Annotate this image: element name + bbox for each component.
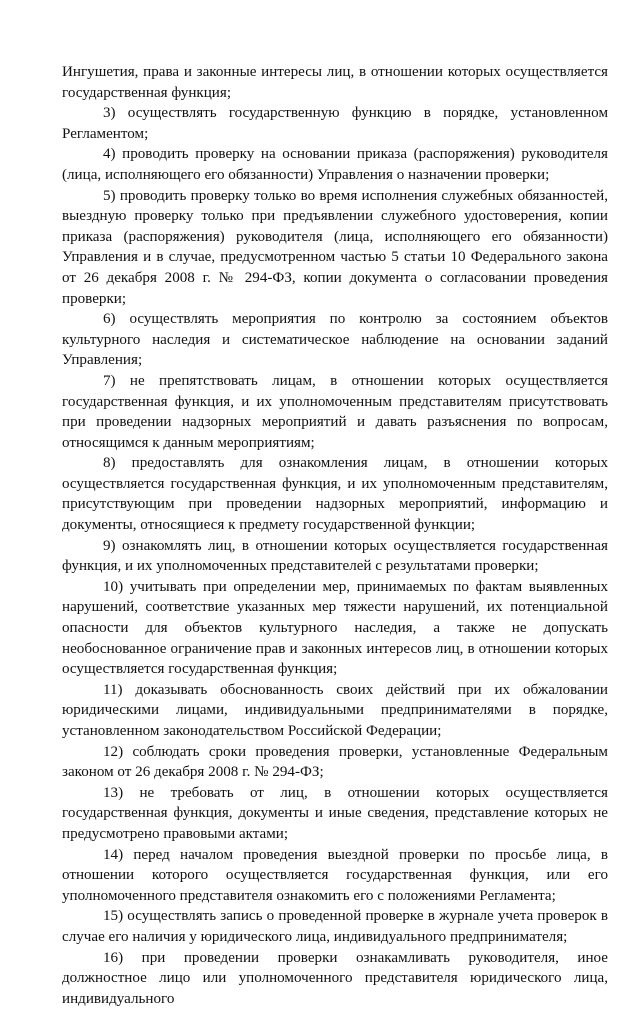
paragraph-item-11: 11) доказывать обоснованность своих действий при их обжаловании юридическими лицами, индивидуальными предпринимателями в порядке, установленном законодательством Российской Федерации; [62, 681, 608, 739]
paragraph-item-16: 16) при проведении проверки ознакамливать руководителя, иное должностное лицо или уполномоченного представителя юридического лица, индивидуального [62, 949, 608, 1007]
paragraph-item-3: 3) осуществлять государственную функцию в порядке, установленном Регламентом; [62, 105, 608, 142]
paragraph-item-6: 6) осуществлять мероприятия по контролю за состоянием объектов культурного наследия и систематическое наблюдение на основании заданий Управления; [62, 311, 608, 369]
paragraph-item-8: 8) предоставлять для ознакомления лицам, в отношении которых осуществляется государственная функция, и их уполномоченным представителям, присутствующим при проведении надзорных мероприятий, информацию и документы, относящиеся к предмету государственной функции; [62, 455, 608, 534]
paragraph-item-14: 14) перед началом проведения выездной проверки по просьбе лица, в отношении которого осуществляется государственная функция, или его уполномоченного представителя ознакомить его с положениями Регламента; [62, 846, 608, 904]
paragraph-item-5: 5) проводить проверку только во время исполнения служебных обязанностей, выездную проверку только при предъявлении служебного удостоверения, копии приказа (распоряжения) руководителя (лица, исполняющего его обязанности) Управления и в случае, предусмотренном частью 5 статьи 10 Федерального закона от 26 декабря 2008 г. № 294-ФЗ, копии документа о согласовании проведения проверки; [62, 187, 608, 307]
paragraph-item-4: 4) проводить проверку на основании приказа (распоряжения) руководителя (лица, исполняющего его обязанности) Управления о назначении проверки; [62, 146, 608, 183]
paragraph-item-13: 13) не требовать от лиц, в отношении которых осуществляется государственная функция, документы и иные сведения, представление которых не предусмотрено правовыми актами; [62, 784, 608, 842]
paragraph-continuation: Ингушетия, права и законные интересы лиц, в отношении которых осуществляется государственная функция; [62, 64, 608, 101]
paragraph-item-12: 12) соблюдать сроки проведения проверки, установленные Федеральным законом от 26 декабря 2008 г. № 294-ФЗ; [62, 743, 608, 781]
paragraph-item-15: 15) осуществлять запись о проведенной проверке в журнале учета проверок в случае его наличия у юридического лица, индивидуального предпринимателя; [62, 908, 608, 945]
paragraph-item-7: 7) не препятствовать лицам, в отношении которых осуществляется государственная функция, и их уполномоченным представителям присутствовать при проведении надзорных мероприятий и давать разъяснения по вопросам, относящимся к данным мероприятиям; [62, 372, 608, 451]
paragraph-item-9: 9) ознакомлять лиц, в отношении которых осуществляется государственная функция, и их уполномоченных представителей с результатами проверки; [62, 537, 608, 575]
paragraph-item-10: 10) учитывать при определении мер, принимаемых по фактам выявленных нарушений, соответствие указанных мер тяжести нарушений, их потенциальной опасности для объектов культурного наследия, а также не допускать необоснованное ограничение прав и законных интересов лиц, в отношении которых осуществляется государственная функция; [62, 578, 608, 678]
